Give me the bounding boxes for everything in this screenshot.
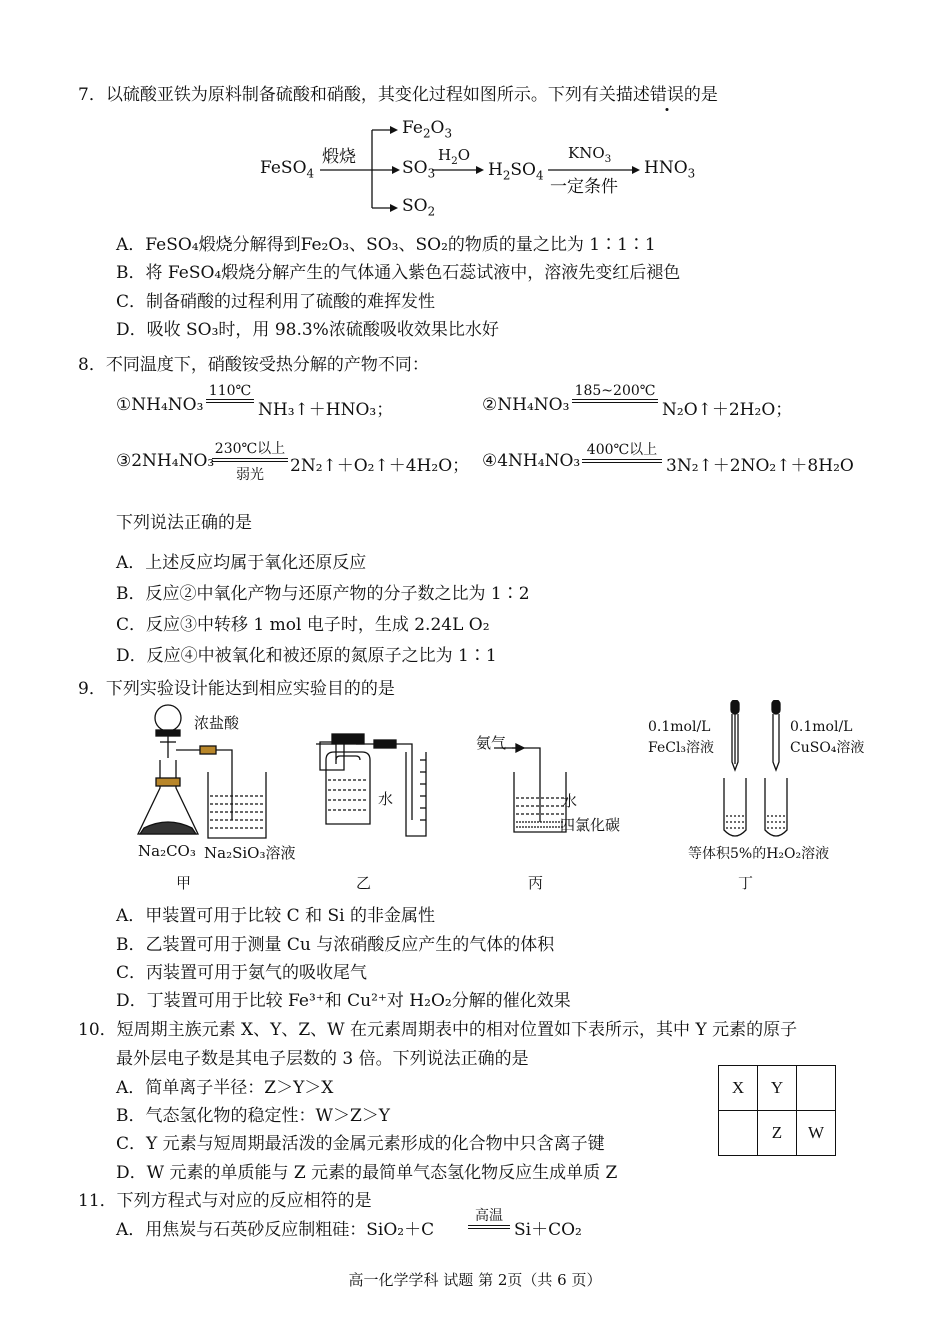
q8-r1-left: ①NH₄NO₃	[116, 395, 204, 415]
apparatus-bing	[494, 744, 566, 832]
q7-so2: $SO_2$	[402, 196, 436, 219]
periodic-table-fragment	[718, 1065, 836, 1156]
q8-option-a: A．上述反应均属于氧化还原反应	[116, 553, 367, 573]
q8-option-b: B．反应②中氧化产物与还原产物的分子数之比为 1∶2	[116, 584, 530, 604]
q7-fe2o3: $Fe_2O_3$	[402, 118, 453, 141]
q8-option-d: D．反应④中被氧化和被还原的氮原子之比为 1∶1	[116, 646, 497, 666]
q8-r1-right: NH₃↑＋HNO₃；	[258, 400, 394, 420]
q7-condition-label: 一定条件	[550, 177, 618, 197]
q11-option-a-left: A．用焦炭与石英砂反应制粗硅：SiO₂＋C	[116, 1220, 435, 1240]
q7-h2o-label: $H_2O$	[438, 146, 471, 167]
q9-ding-right-solution: CuSO₄溶液	[790, 740, 865, 756]
q7-scheme	[250, 112, 710, 224]
q8-r3-right: 2N₂↑＋O₂↑＋4H₂O；	[290, 456, 470, 476]
q10-option-b: B．气态氢化物的稳定性：W＞Z＞Y	[116, 1106, 390, 1126]
q9-caption-jia: 甲	[176, 874, 192, 892]
q8-r4-condition: 400℃以上	[582, 439, 662, 463]
q9-jia-solution: Na₂SiO₃溶液	[204, 844, 296, 862]
apparatus-yi	[316, 734, 426, 836]
q9-ding-left-solution: FeCl₃溶液	[648, 740, 715, 756]
q8-r3-condition: 230℃以上 弱光	[212, 438, 288, 484]
q11-option-a-condition: 高温	[468, 1205, 510, 1229]
q8-r2-left: ②NH₄NO₃	[482, 395, 570, 415]
q9-option-b: B．乙装置可用于测量 Cu 与浓硝酸反应产生的气体的体积	[116, 935, 555, 955]
q7-so3: $SO_3$	[402, 158, 436, 181]
q7-option-a: A．FeSO₄煅烧分解得到Fe₂O₃、SO₃、SO₂的物质的量之比为 1∶1∶1	[116, 235, 656, 255]
q8-r3-left: ③2NH₄NO₃	[116, 451, 215, 471]
q7-stem: 7．以硫酸亚铁为原料制备硫酸和硝酸，其变化过程如图所示。下列有关描述错误的是	[78, 85, 718, 105]
q11-option-a-right: Si＋CO₂	[514, 1220, 582, 1240]
q10-stem-line1: 10．短周期主族元素 X、Y、Z、W 在元素周期表中的相对位置如下表所示，其中 Y 元素的原子	[78, 1020, 798, 1040]
q8-r1-condition: 110℃	[206, 383, 254, 403]
cell-empty-2	[719, 1111, 758, 1156]
apparatus-ding	[724, 700, 787, 836]
q7-emphasis: 错误	[649, 85, 684, 105]
cell-empty-1	[797, 1066, 836, 1111]
q9-ding-bottom: 等体积5%的H₂O₂溶液	[688, 846, 830, 862]
q9-option-d: D．丁装置可用于比较 Fe³⁺和 Cu²⁺对 H₂O₂分解的催化效果	[116, 991, 571, 1011]
q10-option-c: C．Y 元素与短周期最活泼的金属元素形成的化合物中只含离子键	[116, 1134, 605, 1154]
q9-ding-left-conc: 0.1mol/L	[648, 719, 711, 735]
q8-stem: 8．不同温度下，硝酸铵受热分解的产物不同：	[78, 355, 429, 375]
q8-option-c: C．反应③中转移 1 mol 电子时，生成 2.24L O₂	[116, 615, 490, 635]
q7-hno3: $HNO_3$	[644, 158, 696, 181]
q7-scheme-arrows	[250, 112, 710, 224]
q9-option-c: C．丙装置可用于氨气的吸收尾气	[116, 963, 368, 983]
cell-y: Y	[758, 1066, 797, 1111]
q9-yi-water: 水	[378, 790, 394, 808]
q7-option-b: B．将 FeSO₄煅烧分解产生的气体通入紫色石蕊试液中，溶液先变红后褪色	[116, 263, 681, 283]
cell-x: X	[719, 1066, 758, 1111]
q11-stem: 11．下列方程式与对应的反应相符的是	[78, 1191, 372, 1211]
q9-option-a: A．甲装置可用于比较 C 和 Si 的非金属性	[116, 906, 435, 926]
q9-bing-ccl4: 四氯化碳	[560, 816, 621, 834]
q9-stem: 9．下列实验设计能达到相应实验目的的是	[78, 679, 395, 699]
q9-bing-gas: 氨气	[476, 734, 507, 752]
q8-r2-condition: 185~200℃	[572, 383, 658, 403]
q7-kno3-label: $KNO_3$	[568, 144, 612, 165]
q9-ding-right-conc: 0.1mol/L	[790, 719, 853, 735]
q9-jia-solid: Na₂CO₃	[138, 842, 196, 860]
q7-h2so4: $H_2SO_4$	[488, 160, 544, 183]
cell-w: W	[797, 1111, 836, 1156]
page-footer: 高一化学学科 试题 第 2页（共 6 页）	[348, 1271, 602, 1289]
q7-feso4: FeSO$_4$	[260, 158, 315, 181]
q8-ask: 下列说法正确的是	[116, 513, 252, 533]
q9-caption-ding: 丁	[738, 874, 754, 892]
q9-jia-acid: 浓盐酸	[194, 714, 240, 732]
q10-option-a: A．简单离子半径：Z＞Y＞X	[116, 1078, 334, 1098]
q9-caption-bing: 丙	[528, 874, 544, 892]
q7-calcine-label: 煅烧	[322, 147, 356, 167]
q7-option-c: C．制备硝酸的过程利用了硫酸的难挥发性	[116, 292, 436, 312]
q8-r4-right: 3N₂↑＋2NO₂↑＋8H₂O	[666, 456, 854, 476]
q8-r4-left: ④4NH₄NO₃	[482, 451, 581, 471]
q10-stem-line2: 最外层电子数是其电子层数的 3 倍。下列说法正确的是	[116, 1049, 529, 1069]
q8-r2-right: N₂O↑＋2H₂O；	[662, 400, 793, 420]
cell-z: Z	[758, 1111, 797, 1156]
q10-option-d: D．W 元素的单质能与 Z 元素的最简单气态氢化物反应生成单质 Z	[116, 1163, 618, 1183]
q9-caption-yi: 乙	[356, 874, 372, 892]
q9-bing-water: 水	[562, 792, 578, 810]
q7-option-d: D．吸收 SO₃时，用 98.3%浓硫酸吸收效果比水好	[116, 320, 499, 340]
